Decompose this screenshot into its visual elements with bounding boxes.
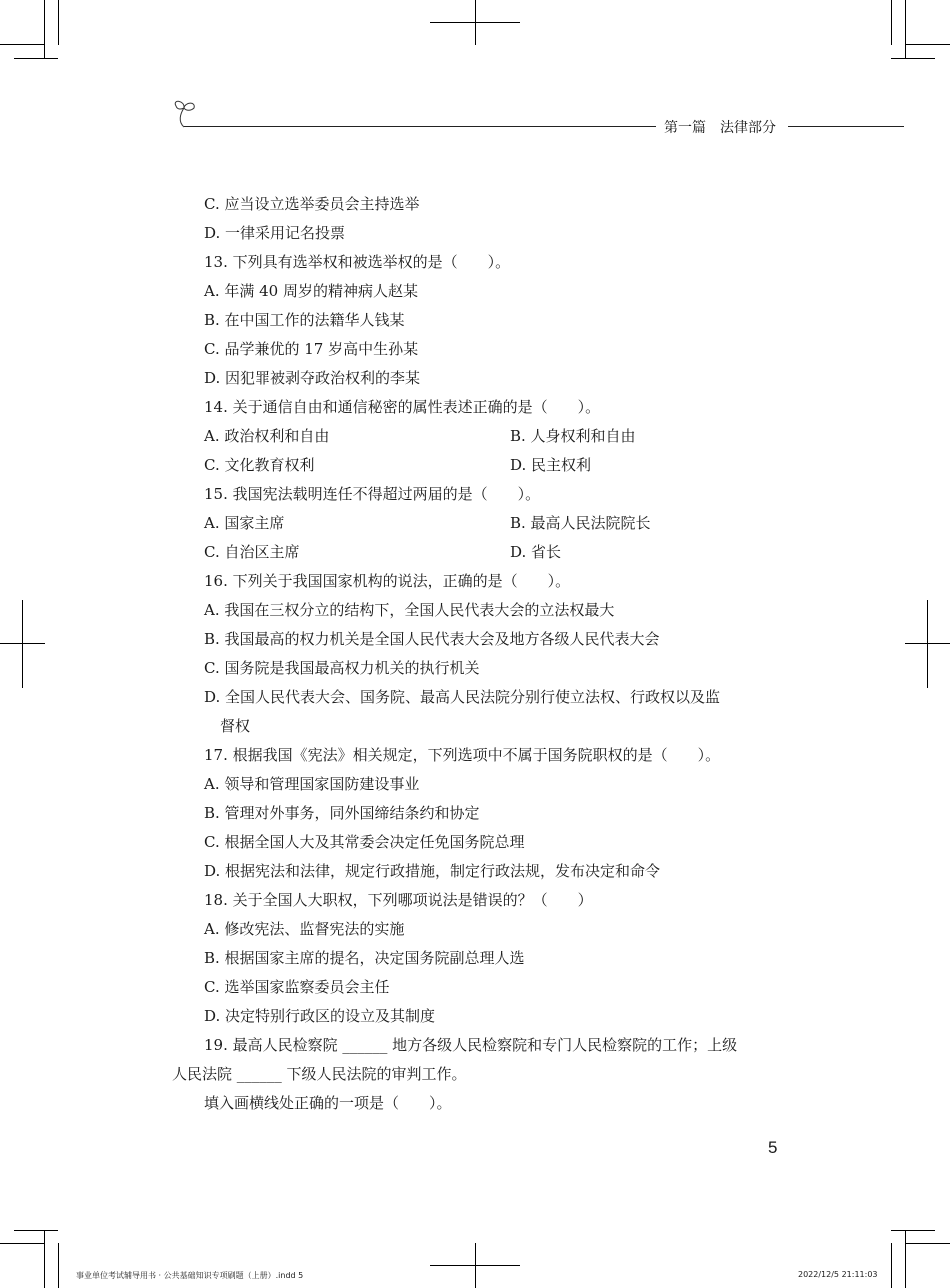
option: D. 民主权利 bbox=[510, 456, 592, 474]
option-row bbox=[172, 538, 782, 567]
option: D. 根据宪法和法律，规定行政措施，制定行政法规，发布决定和命令 bbox=[204, 862, 661, 880]
option: D. 因犯罪被剥夺政治权利的李某 bbox=[204, 369, 421, 387]
crop-mark bbox=[14, 58, 58, 59]
option: D. 一律采用记名投票 bbox=[204, 224, 346, 242]
option: B. 最高人民法院院长 bbox=[510, 514, 651, 532]
option: D. 决定特别行政区的设立及其制度 bbox=[204, 1007, 436, 1025]
option: A. 领导和管理国家国防建设事业 bbox=[204, 775, 420, 793]
question-14: 14. 关于通信自由和通信秘密的属性表述正确的是（ ）。 bbox=[204, 398, 601, 416]
crop-mark bbox=[22, 600, 23, 688]
option: B. 管理对外事务，同外国缔结条约和协定 bbox=[204, 804, 480, 822]
footer-filename: 事业单位考试辅导用书 · 公共基础知识专项刷题（上册）.indd 5 bbox=[76, 1271, 304, 1280]
option-row bbox=[172, 422, 782, 451]
page-number: 5 bbox=[768, 1138, 778, 1157]
running-header bbox=[176, 118, 904, 138]
option: A. 国家主席 bbox=[204, 514, 285, 532]
question-13: 13. 下列具有选举权和被选举权的是（ ）。 bbox=[204, 253, 511, 271]
option: B. 人身权利和自由 bbox=[510, 427, 636, 445]
crop-mark bbox=[891, 1243, 892, 1288]
option: C. 文化教育权利 bbox=[204, 456, 315, 474]
crop-mark bbox=[905, 1243, 950, 1244]
option: C. 品学兼优的 17 岁高中生孙某 bbox=[204, 340, 419, 358]
header-rule-right bbox=[788, 126, 904, 127]
question-19: 19. 最高人民检察院 ______ 地方各级人民检察院和专门人民检察院的工作；上级 bbox=[204, 1036, 738, 1054]
crop-mark bbox=[905, 1230, 906, 1288]
crop-mark bbox=[891, 1230, 935, 1231]
option: A. 政治权利和自由 bbox=[204, 427, 330, 445]
crop-mark bbox=[14, 1230, 58, 1231]
option: C. 根据全国人大及其常委会决定任免国务院总理 bbox=[204, 833, 525, 851]
question-19-prompt: 填入画横线处正确的一项是（ ）。 bbox=[204, 1094, 452, 1112]
question-body bbox=[172, 190, 782, 1118]
option: C. 选举国家监察委员会主任 bbox=[204, 978, 390, 996]
crop-mark bbox=[58, 0, 59, 45]
option-row bbox=[172, 451, 782, 480]
option: B. 在中国工作的法籍华人钱某 bbox=[204, 311, 405, 329]
header-rule-left bbox=[184, 126, 656, 127]
crop-mark bbox=[475, 1243, 476, 1288]
crop-mark bbox=[475, 0, 476, 45]
crop-mark bbox=[905, 0, 906, 58]
crop-mark bbox=[0, 1243, 45, 1244]
question-18: 18. 关于全国人大职权，下列哪项说法是错误的？（ ） bbox=[204, 891, 593, 909]
option: B. 根据国家主席的提名，决定国务院副总理人选 bbox=[204, 949, 525, 967]
option: B. 我国最高的权力机关是全国人民代表大会及地方各级人民代表大会 bbox=[204, 630, 660, 648]
option-continuation: 督权 bbox=[220, 717, 251, 735]
crop-mark bbox=[44, 0, 45, 58]
crop-mark bbox=[927, 600, 928, 688]
crop-mark bbox=[891, 58, 935, 59]
option: A. 修改宪法、监督宪法的实施 bbox=[204, 920, 405, 938]
crop-mark bbox=[44, 1230, 45, 1288]
option: D. 全国人民代表大会、国务院、最高人民法院分别行使立法权、行政权以及监 bbox=[204, 688, 721, 706]
option: D. 省长 bbox=[510, 543, 562, 561]
option-row bbox=[172, 509, 782, 538]
question-16: 16. 下列关于我国国家机构的说法，正确的是（ ）。 bbox=[204, 572, 571, 590]
crop-mark bbox=[905, 44, 950, 45]
crop-mark bbox=[891, 0, 892, 45]
question-15: 15. 我国宪法载明连任不得超过两届的是（ ）。 bbox=[204, 485, 541, 503]
crop-mark bbox=[58, 1243, 59, 1288]
question-19-continuation: 人民法院 ______ 下级人民法院的审判工作。 bbox=[172, 1065, 467, 1083]
section-title: 第一篇 法律部分 bbox=[664, 120, 776, 136]
crop-mark bbox=[0, 44, 45, 45]
option: C. 国务院是我国最高权力机关的执行机关 bbox=[204, 659, 480, 677]
option: C. 自治区主席 bbox=[204, 543, 300, 561]
question-17: 17. 根据我国《宪法》相关规定，下列选项中不属于国务院职权的是（ ）。 bbox=[204, 746, 721, 764]
option: A. 我国在三权分立的结构下，全国人民代表大会的立法权最大 bbox=[204, 601, 615, 619]
option: C. 应当设立选举委员会主持选举 bbox=[204, 195, 420, 213]
footer-timestamp: 2022/12/5 21:11:03 bbox=[798, 1270, 878, 1279]
option: A. 年满 40 周岁的精神病人赵某 bbox=[204, 282, 418, 300]
